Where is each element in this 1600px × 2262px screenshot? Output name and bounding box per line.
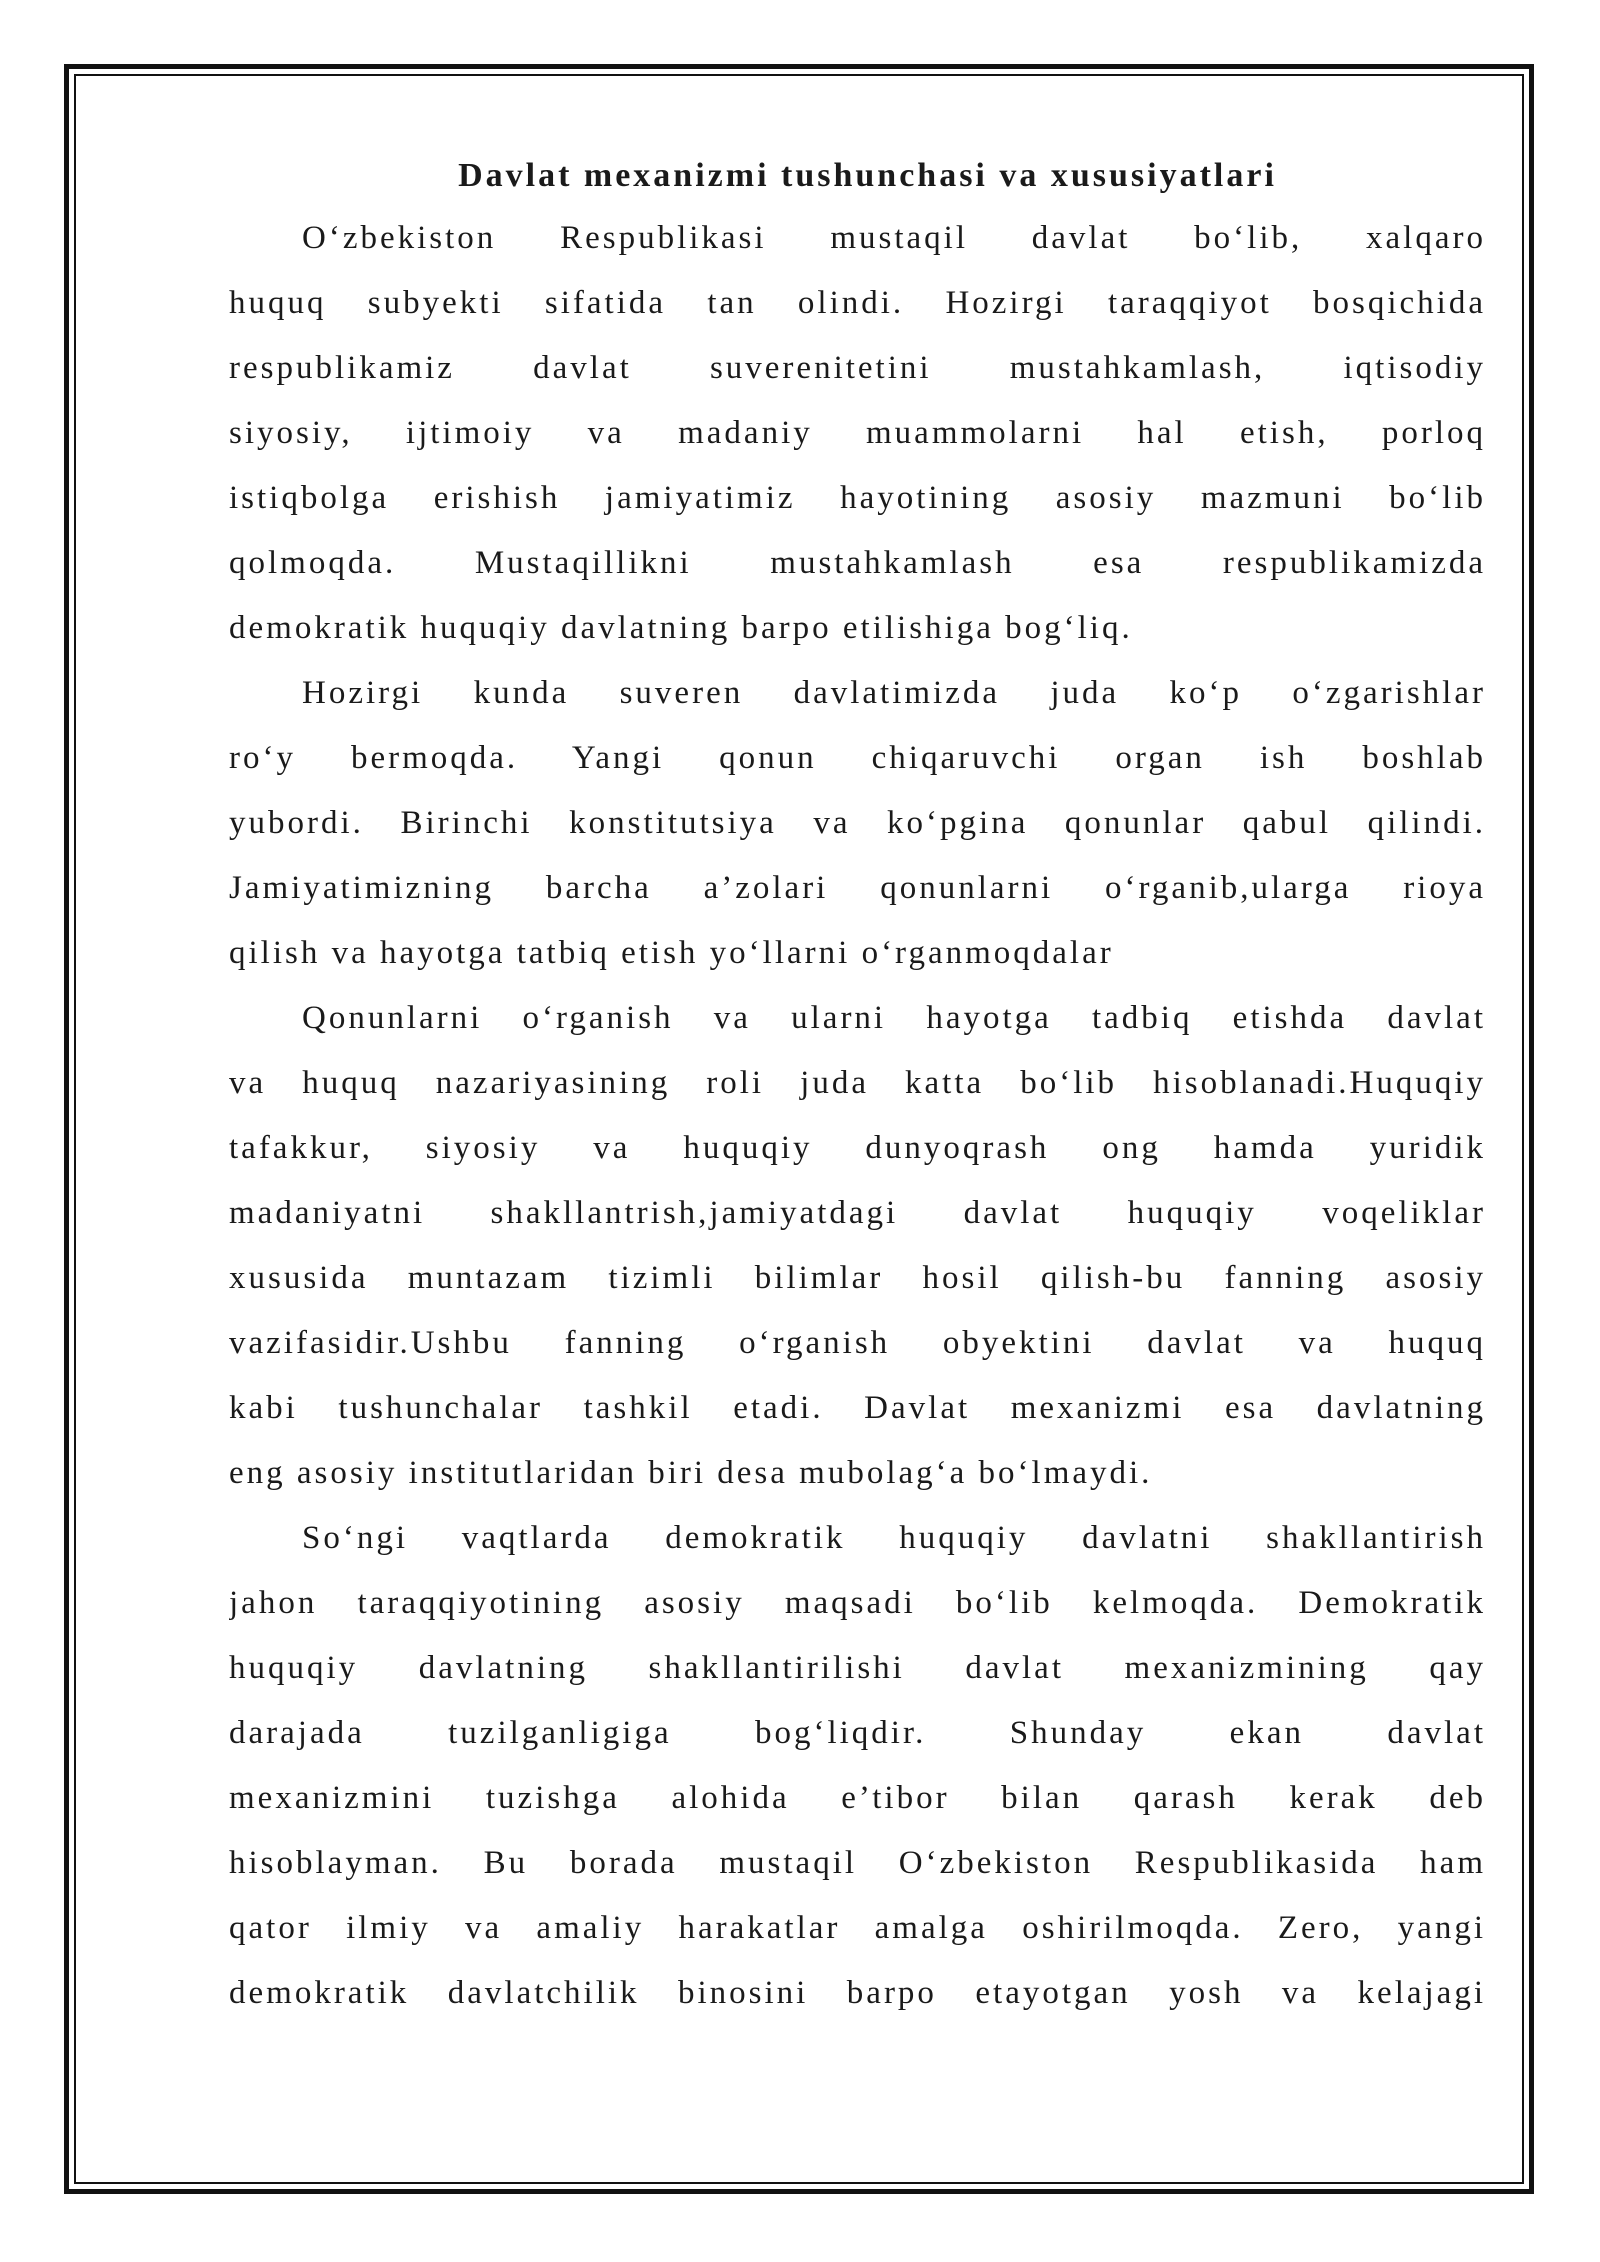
document-body — [229, 146, 1486, 2026]
paragraph-line: qator ilmiy va amaliy harakatlar amalga oshirilmoqda. Zero, yangi — [229, 1910, 1486, 1946]
paragraph-line: madaniyatni shakllantrish,jamiyatdagi davlat huquqiy voqeliklar — [229, 1195, 1486, 1231]
paragraph-line: Jamiyatimizning barcha a’zolari qonunlarni o‘rganib,ularga rioya — [229, 870, 1486, 906]
paragraph-2 — [229, 661, 1486, 986]
paragraph-line: kabi tushunchalar tashkil etadi. Davlat mexanizmi esa davlatning — [229, 1390, 1486, 1426]
paragraph-line: huquq subyekti sifatida tan olindi. Hozirgi taraqqiyot bosqichida — [229, 285, 1486, 321]
paragraph-line: So‘ngi vaqtlarda demokratik huquqiy davlatni shakllantirish — [302, 1520, 1486, 1556]
paragraph-line: ro‘y bermoqda. Yangi qonun chiqaruvchi organ ish boshlab — [229, 740, 1486, 776]
paragraph-3 — [229, 986, 1486, 1506]
paragraph-line: qilish va hayotga tatbiq etish yo‘llarni o‘rganmoqdalar — [229, 935, 1114, 971]
paragraph-line: Hozirgi kunda suveren davlatimizda juda ko‘p o‘zgarishlar — [302, 675, 1486, 711]
paragraph-line: eng asosiy institutlaridan biri desa mubolag‘a bo‘lmaydi. — [229, 1455, 1153, 1491]
paragraph-line: demokratik huquqiy davlatning barpo etilishiga bog‘liq. — [229, 610, 1133, 646]
paragraph-line: darajada tuzilganligiga bog‘liqdir. Shunday ekan davlat — [229, 1715, 1486, 1751]
paragraph-line: qolmoqda. Mustaqillikni mustahkamlash esa respublikamizda — [229, 545, 1486, 581]
paragraph-line: O‘zbekiston Respublikasi mustaqil davlat bo‘lib, xalqaro — [302, 220, 1486, 256]
document-title: Davlat mexanizmi tushunchasi va xususiyatlari — [458, 157, 1277, 194]
paragraph-line: xususida muntazam tizimli bilimlar hosil qilish-bu fanning asosiy — [229, 1260, 1486, 1296]
paragraph-4 — [229, 1506, 1486, 2026]
paragraph-line: huquqiy davlatning shakllantirilishi davlat mexanizmining qay — [229, 1650, 1486, 1686]
paragraph-line: yubordi. Birinchi konstitutsiya va ko‘pgina qonunlar qabul qilindi. — [229, 805, 1486, 841]
paragraph-line: Qonunlarni o‘rganish va ularni hayotga tadbiq etishda davlat — [302, 1000, 1486, 1036]
paragraph-line: siyosiy, ijtimoiy va madaniy muammolarni hal etish, porloq — [229, 415, 1486, 451]
paragraph-line: respublikamiz davlat suverenitetini mustahkamlash, iqtisodiy — [229, 350, 1486, 386]
paragraph-line: demokratik davlatchilik binosini barpo etayotgan yosh va kelajagi — [229, 1975, 1486, 2011]
paragraph-line: va huquq nazariyasining roli juda katta bo‘lib hisoblanadi.Huquqiy — [229, 1065, 1486, 1101]
paragraph-line: jahon taraqqiyotining asosiy maqsadi bo‘lib kelmoqda. Demokratik — [229, 1585, 1486, 1621]
paragraph-line: istiqbolga erishish jamiyatimiz hayotining asosiy mazmuni bo‘lib — [229, 480, 1486, 516]
paragraph-1 — [229, 206, 1486, 661]
paragraph-line: hisoblayman. Bu borada mustaqil O‘zbekiston Respublikasida ham — [229, 1845, 1486, 1881]
paragraph-line: vazifasidir.Ushbu fanning o‘rganish obyektini davlat va huquq — [229, 1325, 1486, 1361]
paragraph-line: mexanizmini tuzishga alohida e’tibor bilan qarash kerak deb — [229, 1780, 1486, 1816]
paragraph-line: tafakkur, siyosiy va huquqiy dunyoqrash ong hamda yuridik — [229, 1130, 1486, 1166]
